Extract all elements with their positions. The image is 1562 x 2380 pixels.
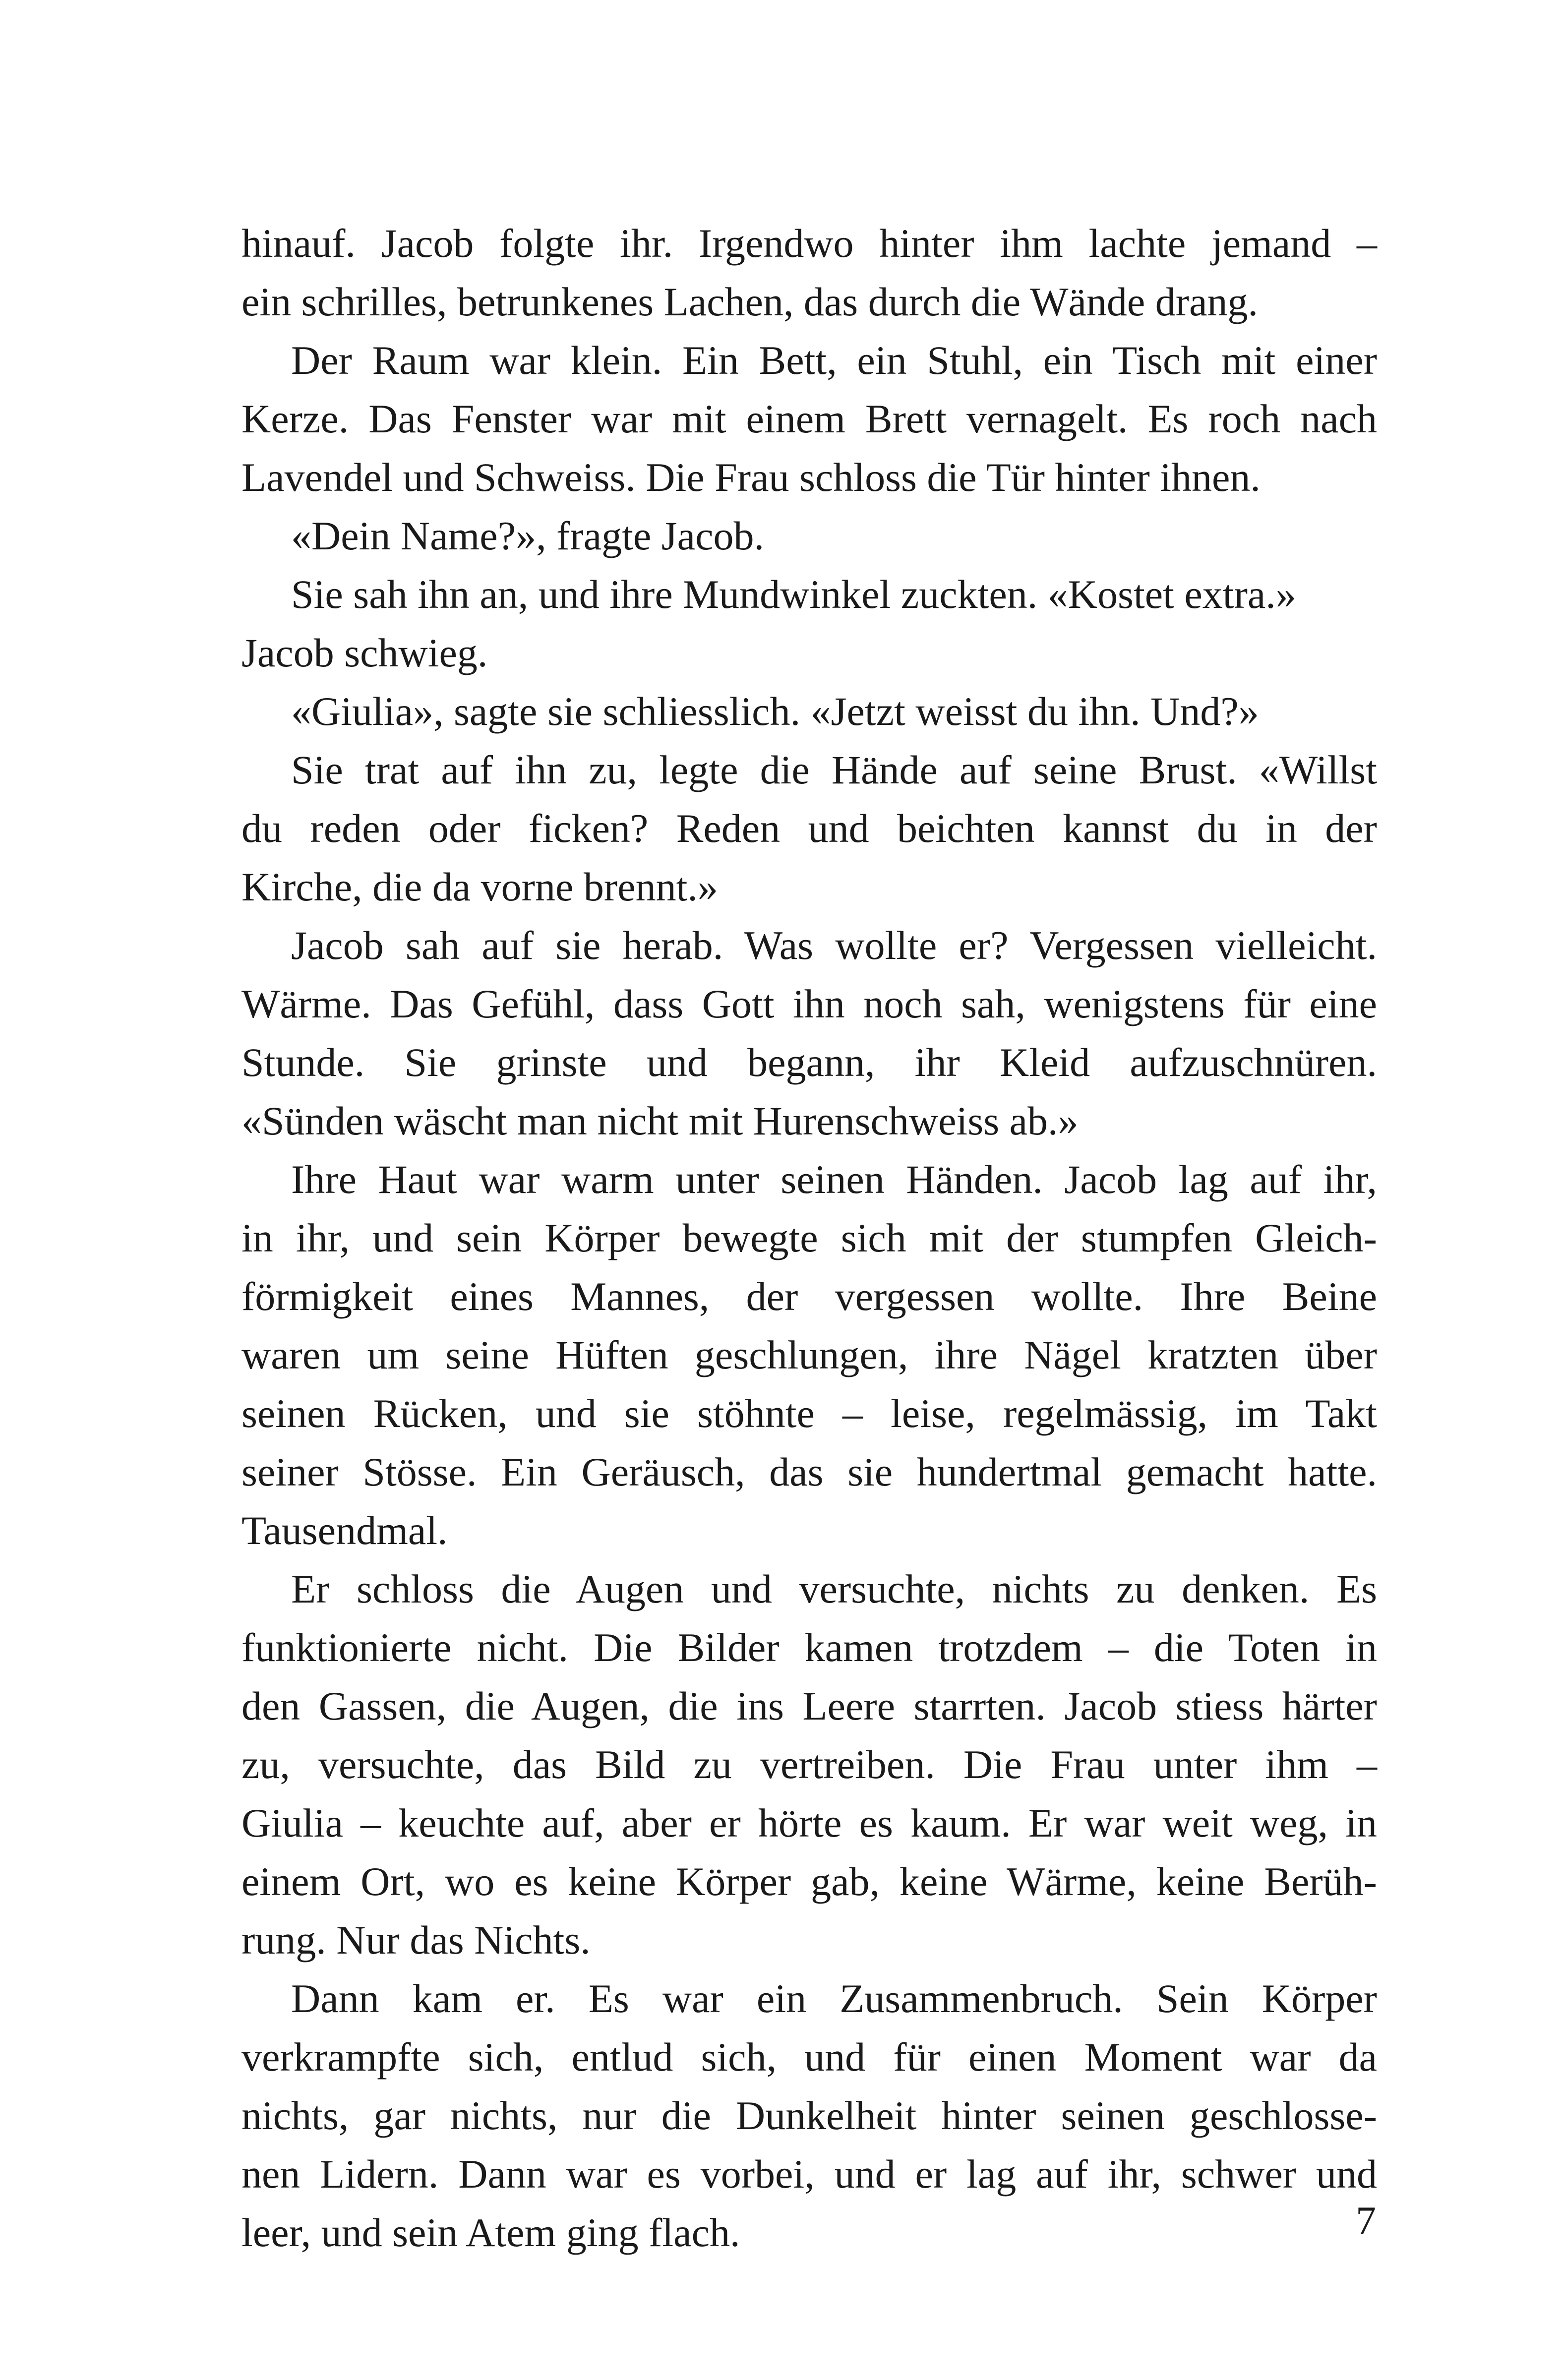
text-line: rung. Nur das Nichts.: [241, 1917, 591, 1963]
text-line: seiner Stösse. Ein Geräusch, das sie hundertmal gemacht hatte.: [241, 1449, 1377, 1494]
text-line: funktionierte nicht. Die Bilder kamen trotzdem – die Toten in: [241, 1625, 1377, 1670]
text-line: Lavendel und Schweiss. Die Frau schloss die Tür hinter ihnen.: [241, 455, 1261, 500]
text-line: Sie trat auf ihn zu, legte die Hände auf seine Brust. «Willst: [291, 747, 1377, 792]
text-line: hinauf. Jacob folgte ihr. Irgendwo hinter ihm lachte jemand –: [241, 221, 1377, 266]
text-line: du reden oder ficken? Reden und beichten kannst du in der: [241, 806, 1377, 851]
text-line: Wärme. Das Gefühl, dass Gott ihn noch sah, wenigstens für eine: [241, 981, 1377, 1026]
text-line: Er schloss die Augen und versuchte, nichts zu denken. Es: [291, 1566, 1377, 1611]
text-line: nichts, gar nichts, nur die Dunkelheit hinter seinen geschlosse-: [241, 2093, 1377, 2138]
text-line: «Dein Name?», fragte Jacob.: [291, 513, 764, 558]
text-line: «Giulia», sagte sie schliesslich. «Jetzt weisst du ihn. Und?»: [291, 689, 1259, 734]
text-line: einem Ort, wo es keine Körper gab, keine Wärme, keine Berüh-: [241, 1859, 1377, 1904]
text-line: seinen Rücken, und sie stöhnte – leise, regelmässig, im Takt: [241, 1391, 1377, 1436]
text-line: förmigkeit eines Mannes, der vergessen wollte. Ihre Beine: [241, 1274, 1377, 1319]
text-line: verkrampfte sich, entlud sich, und für einen Moment war da: [241, 2034, 1377, 2080]
text-line: leer, und sein Atem ging flach.: [241, 2210, 740, 2255]
text-line: den Gassen, die Augen, die ins Leere starrten. Jacob stiess härter: [241, 1683, 1377, 1728]
text-line: ein schrilles, betrunkenes Lachen, das durch die Wände drang.: [241, 279, 1258, 324]
text-line: Kirche, die da vorne brennt.»: [241, 864, 718, 909]
text-line: zu, versuchte, das Bild zu vertreiben. Die Frau unter ihm –: [241, 1742, 1377, 1787]
text-line: Dann kam er. Es war ein Zusammenbruch. Sein Körper: [291, 1976, 1377, 2021]
text-line: Jacob schwieg.: [241, 630, 488, 675]
book-page-body: [241, 214, 1377, 2262]
text-line: Kerze. Das Fenster war mit einem Brett vernagelt. Es roch nach: [241, 396, 1377, 441]
text-line: Stunde. Sie grinste und begann, ihr Kleid aufzuschnüren.: [241, 1040, 1377, 1085]
text-line: Jacob sah auf sie herab. Was wollte er? Vergessen vielleicht.: [291, 923, 1377, 968]
text-line: «Sünden wäscht man nicht mit Hurenschweiss ab.»: [241, 1098, 1079, 1143]
text-line: Sie sah ihn an, und ihre Mundwinkel zuckten. «Kostet extra.»: [291, 572, 1296, 617]
text-line: Der Raum war klein. Ein Bett, ein Stuhl, ein Tisch mit einer: [291, 338, 1377, 383]
text-line: Giulia – keuchte auf, aber er hörte es kaum. Er war weit weg, in: [241, 1800, 1377, 1845]
text-line: Ihre Haut war warm unter seinen Händen. Jacob lag auf ihr,: [291, 1157, 1377, 1202]
text-line: Tausendmal.: [241, 1508, 448, 1553]
text-line: nen Lidern. Dann war es vorbei, und er lag auf ihr, schwer und: [241, 2151, 1377, 2197]
page-number: 7: [1356, 2198, 1376, 2243]
text-line: in ihr, und sein Körper bewegte sich mit der stumpfen Gleich-: [241, 1215, 1377, 1260]
text-line: waren um seine Hüften geschlungen, ihre Nägel kratzten über: [241, 1332, 1377, 1377]
